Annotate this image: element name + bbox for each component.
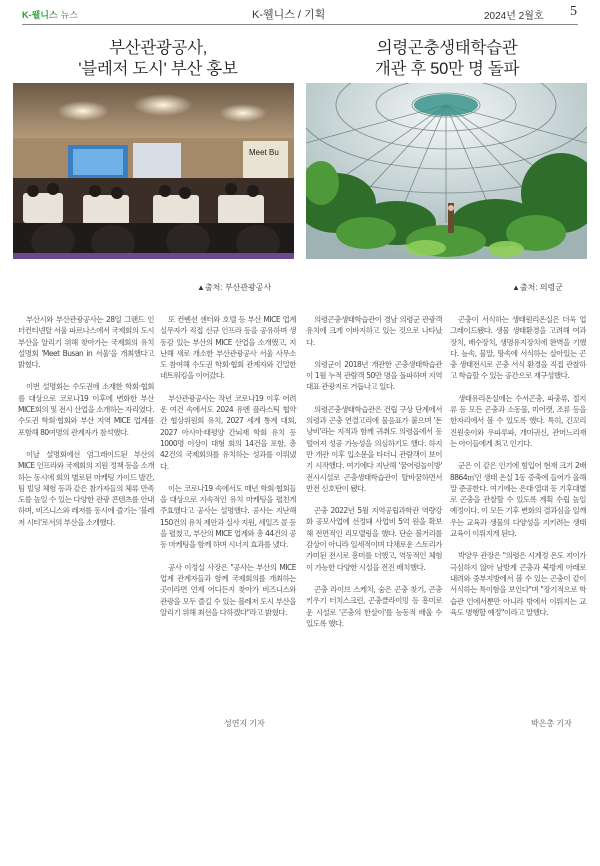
article-1-headline [20,38,296,80]
paragraph: 이는 코로나19 속에서도 매년 학회·협회들을 대상으로 지속적인 유치 마케팅을 펼친게 주효했다고 공사는 설명했다. 공사는 지난해 150건의 유치 제안과 실사 지원, 세일즈 콜 등을 펼쳤고, 부산의 MICE 업계와 총 44건의 공동 마케팅을 함께 하며 시너지 효과를 냈다. [160,483,296,550]
article-2-headline-line1: 의령곤충생태학습관 [376,39,518,57]
paragraph: 또 컨벤션 센터와 호텔 등 부산 MICE 업계 실무자가 직접 신규 인프라 등을 공유하며 생동감 있는 부산의 MICE 산업을 소개했고, 지난해 새로 개소한 부산관광공사 서울 사무소도 참여해 수도권 학회·협회 관계자와 긴밀한 네트워킹을 이어갔다. [160,315,296,381]
article-2-photo [306,83,587,259]
article-1-headline-line1: 부산관광공사, [108,39,208,57]
article-1-byline: 성연지 기자 [224,719,265,728]
article-1-photo-caption: ▲출처: 부산관광공사 [197,283,272,292]
paragraph: 군은 이 같은 인기에 힘입어 현재 크기 2배 8864㎡인 생태 온실 1동 증축에 들어가 올해 말 준공한다. 여기에는 온대·열대 등 기후대별로 곤충을 관찰할 수 있도록 계획 수립 높일 예정이다. 이 모든 기후 변화의 결과심을 일깨우는 교육과 생물의 다양성을 지키려는 생태교육이 이뤄지게 된다. [450,461,586,539]
article-1-headline-line2: '블레저 도시' 부산 홍보 [78,60,238,78]
paragraph: 부산시와 부산관광공사는 28일 그랜드 인터컨티넨탈 서울 파르나스에서 국제회의 도시 부산을 알리기 위해 찾아가는 국제회의 유치 설명회 'Meet Busan in 서울'을 개최했다고 밝혔다. [18,315,154,370]
logo-sub: 뉴스 [60,10,78,20]
paragraph: 의령곤충생태학습관은 건립 구상 단계에서 의령과 곤충 연결고리에 물음표가 붙으며 '돈낭비'라는 지적과 함께 귀취도 의령읍에서 동떨어져 성공 가능성을 의심하기도 했다. 하지만 개관 이후 입소문을 타더니 관람객이 보이기 시작했다. 여기에다 지난해 '꿈어렁놀이방' 전시시설로 곤충생태학습관이 탈바꿈하면서 반전 신호탄이 됐다. [306,404,442,493]
greenhouse-dome-image [306,83,587,259]
paragraph: 박양우 관장은 "의령은 시계정 온도 지이가 극심하지 않아 남방계 곤충과 북방계 아래로 내려와 중부지방에서 볼 수 있는 곤충이 같이 서식하는 특이함을 보인다"며 "장기적으로 학습관 인에서뿐만 아니라 밖에서 이뤄지는 교육도 병행할 예정"이라고 말했다. [450,551,586,617]
article-2-byline: 박은총 기자 [531,719,572,728]
paragraph: 곤충이 서식하는 생태원리온실은 더욱 업그레이드됐다. 생물 생태환경을 고려해 여과장치, 배수장치, 생명유지장치에 완벽을 기했다. 늪속, 물말, 땅속에 서식하는 살아있는 곤충 생태전시로 곤충 서식 환경을 직접 관찰하고 학습할 수 있는 공간으로 재구성했다. [450,315,586,381]
article-2-photo-caption: ▲출처: 의령군 [512,283,564,292]
section-title: K-웰니스 / 기획 [252,9,326,21]
paragraph: 곤충 라이브 스케치, 숨은 곤충 찾기, 곤충 키우기 터치스크린, 곤충클라이밍 등 흥미로운 시설로 '곤충의 한살이'를 능동적 배울 수 있도록 했다. [306,584,442,628]
page-header [0,0,600,26]
article-2-column-2 [450,314,586,629]
header-rule [22,24,578,25]
paragraph: 이날 설명회에선 엄그레이드된 부산의 MICE 인프라와 국제회의 지원 정책 등을 소개하는 동시에 회의 별로된 마케팅 가이드 발간, 팀 빌딩 체험 등과 같은 참가자들의 체류 만족도를 높일 수 있는 다양한 관광 콘텐츠를 안내하며, 비즈니스와 레저를 동시에 즐기는 '블레저 시티'로서의 부산을 소개했다. [18,449,154,527]
article-2-column-1 [306,314,442,640]
conference-hall-image [13,83,294,259]
article-1-column-2 [160,314,296,629]
page-number: 5 [570,4,577,19]
paragraph: 의령곤충생태학습관이 경남 의령군 관광객 유치에 크게 이바지하고 있는 것으로 나타났다. [306,315,442,347]
issue-date: 2024년 2월호 [484,11,544,22]
article-1-photo [13,83,294,259]
article-2-headline-line2: 개관 후 50만 명 돌파 [374,60,520,78]
svg-text:Meet Bu: Meet Bu [249,148,279,157]
article-2-headline [306,38,588,80]
logo-text: 웰니스 [31,10,58,20]
logo-mark: K- [22,10,32,20]
paragraph: 이번 설명회는 수도권에 소재한 학회·협회를 대상으로 코로나19 이후에 변화한 부산 MICE회의 및 전시 산업을 소개하는 자리였다. 수도권 학회·협회와 부산 지역 MICE 업계를 포함해 80여명의 관계자가 참석했다. [18,382,154,437]
article-1-column-1 [18,314,154,539]
paragraph: 부산관광공사는 작년 코로나19 이후 어려운 여건 속에서도 2024 유엔 플라스틱 협약 간 협상위원회 유치, 2027 세계 통계 대회, 2027 아시아·태평양 간뇌재 학회 유치 등 1000명 이상이 대형 회의 14건을 포함, 총 42건의 국제회의를 유치하는 성과를 이뤄냈다. [160,393,296,471]
publication-logo [22,8,78,21]
paragraph: 의령군이 2018년 개관한 곤충생태학습관이 1월 누적 관람객 50만 명을 돌파하며 지역 대표 관광지로 거듭나고 있다. [306,359,442,392]
paragraph: 곤충 2022년 5월 지역공립과학관 역량강화 공모사업에 선정돼 사업비 5억 원을 확보해 전면적인 리모델링을 했다. 단순 볼거리를 감상이 아니라 일세적이며 다채로운 스토리가 가미된 전시로 흥미를 더했고, 역동적인 체험이 가능한 다양한 시설을 전진 배치했다. [306,506,442,572]
paragraph: 생태유리온실에는 수서곤충, 파충류, 절지류 등 모든 곤충과 소동물, 미어캣, 조류 등을 한자리에서 볼 수 있도록 했다. 특히, 긴꼬리 진원숭이와 우파루파, 개미귀신, 관머느리재는 아이들에게 최고 인기다. [450,393,586,448]
paragraph: 공사 이정실 사장은 "공사는 부산의 MICE 업계 관계자들과 함께 국제회의를 개최하는 곳이라면 언제 어디든지 찾아가 비즈니스와 관광을 모두 즐길 수 있는 블레저 도시 부산을 알리기 위해 최선을 다하겠다"라고 밝혔다. [160,562,296,617]
